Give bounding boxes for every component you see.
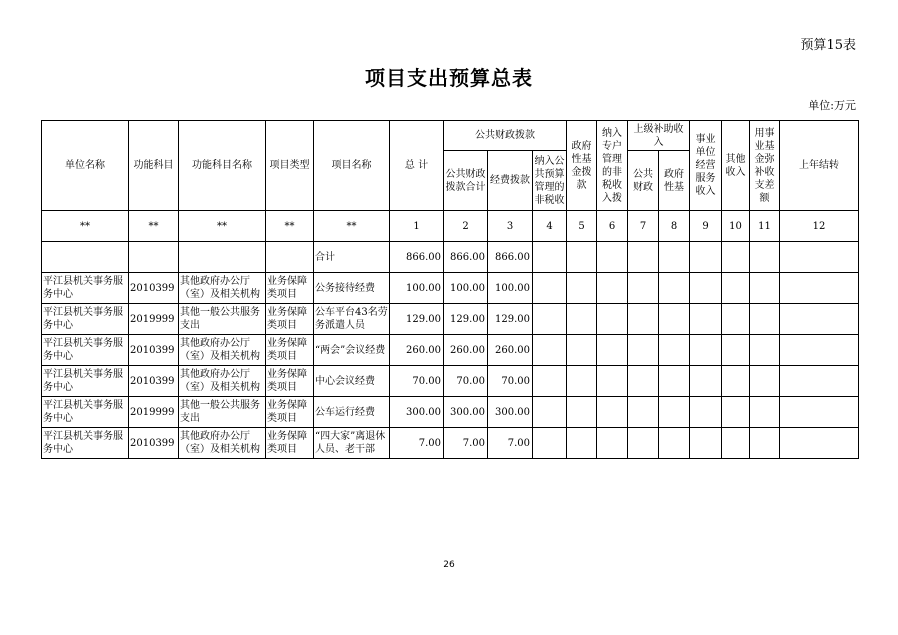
column-number: 4 [533,211,567,242]
cell-empty [722,397,750,428]
table-row [42,397,859,428]
cell-empty [690,304,722,335]
cell-empty [567,273,597,304]
header-pf-total: 公共财政拨款合计 [444,151,488,211]
cell-empty [628,397,659,428]
cell-type: 业务保障类项目 [266,428,314,459]
cell-type: 业务保障类项目 [266,304,314,335]
cell-total: 260.00 [390,335,444,366]
cell-empty [780,273,859,304]
total-amount: 866.00 [390,242,444,273]
header-upper-public: 公共财政 [628,151,659,211]
header-pf-funding: 经费拨款 [488,151,533,211]
column-number: 8 [659,211,690,242]
cell-empty [567,397,597,428]
column-number: 11 [750,211,780,242]
cell-func-name: 其他政府办公厅（室）及相关机构 [179,366,266,397]
cell-total: 300.00 [390,397,444,428]
cell-empty [722,366,750,397]
cell-empty [628,304,659,335]
cell-type: 业务保障类项目 [266,273,314,304]
cell-empty [659,335,690,366]
column-number: 9 [690,211,722,242]
cell-empty [628,273,659,304]
cell-pf-funding: 129.00 [488,304,533,335]
cell-empty [722,335,750,366]
total-label: 合计 [314,242,390,273]
cell-empty [750,428,780,459]
cell-func-name: 其他一般公共服务支出 [179,397,266,428]
cell-code: 2019999 [129,304,179,335]
cell-empty [567,366,597,397]
budget-table [41,120,859,459]
cell-unit: 平江县机关事务服务中心 [42,304,129,335]
cell-unit: 平江县机关事务服务中心 [42,397,129,428]
cell-project: “四大家”离退休人员、老干部 [314,428,390,459]
cell-empty [628,366,659,397]
cell-empty [780,428,859,459]
cell-pf-total: 100.00 [444,273,488,304]
table-row [42,273,859,304]
cell-total: 7.00 [390,428,444,459]
cell-empty [533,397,567,428]
column-number: 12 [780,211,859,242]
cell-empty [690,428,722,459]
cell-empty [780,397,859,428]
column-number-row [42,211,859,242]
cell-empty [533,273,567,304]
header-func-subject: 功能科目 [129,121,179,211]
column-number: 5 [567,211,597,242]
header-other-income: 其他收入 [722,121,750,211]
cell-empty [722,428,750,459]
cell-type: 业务保障类项目 [266,335,314,366]
cell-empty [690,335,722,366]
column-number: ** [266,211,314,242]
cell-empty [780,304,859,335]
cell-code: 2010399 [129,273,179,304]
cell-empty [750,366,780,397]
cell-empty [722,273,750,304]
cell-unit: 平江县机关事务服务中心 [42,428,129,459]
cell-empty [722,304,750,335]
header-gov-fund: 政府性基金拨款 [567,121,597,211]
header-unit-name: 单位名称 [42,121,129,211]
cell-project: 中心会议经费 [314,366,390,397]
cell-empty [597,428,628,459]
column-number: 6 [597,211,628,242]
total-pf-funding: 866.00 [488,242,533,273]
table-row [42,304,859,335]
column-number: 2 [444,211,488,242]
page-number: 26 [443,560,455,570]
cell-empty [597,366,628,397]
cell-empty [597,335,628,366]
header-fund-gap: 用事业基金弥补收支差额 [750,121,780,211]
column-number: ** [314,211,390,242]
cell-total: 70.00 [390,366,444,397]
cell-pf-total: 260.00 [444,335,488,366]
table-row [42,428,859,459]
column-number: 1 [390,211,444,242]
cell-func-name: 其他一般公共服务支出 [179,304,266,335]
column-number: ** [179,211,266,242]
cell-pf-funding: 300.00 [488,397,533,428]
cell-type: 业务保障类项目 [266,397,314,428]
cell-code: 2010399 [129,335,179,366]
column-number: 7 [628,211,659,242]
header-business-income: 事业单位经营服务收入 [690,121,722,211]
cell-unit: 平江县机关事务服务中心 [42,335,129,366]
header-func-subject-name: 功能科目名称 [179,121,266,211]
header-upper-subsidy: 上级补助收入 [628,121,690,151]
cell-empty [659,273,690,304]
cell-empty [659,366,690,397]
cell-unit: 平江县机关事务服务中心 [42,366,129,397]
cell-empty [659,397,690,428]
cell-empty [597,304,628,335]
cell-func-name: 其他政府办公厅（室）及相关机构 [179,273,266,304]
column-number: 3 [488,211,533,242]
unit-label: 单位:万元 [808,99,856,112]
header-carry-over: 上年结转 [780,121,859,211]
cell-empty [567,335,597,366]
cell-project: “两会”会议经费 [314,335,390,366]
cell-pf-funding: 100.00 [488,273,533,304]
cell-empty [659,428,690,459]
cell-empty [628,335,659,366]
cell-pf-total: 300.00 [444,397,488,428]
header-project-type: 项目类型 [266,121,314,211]
cell-pf-total: 70.00 [444,366,488,397]
cell-func-name: 其他政府办公厅（室）及相关机构 [179,335,266,366]
column-number: ** [42,211,129,242]
cell-project: 公车平台43名劳务派遣人员 [314,304,390,335]
cell-code: 2010399 [129,366,179,397]
cell-pf-total: 7.00 [444,428,488,459]
column-number: ** [129,211,179,242]
cell-empty [750,335,780,366]
cell-project: 公务接待经费 [314,273,390,304]
cell-pf-funding: 70.00 [488,366,533,397]
cell-empty [750,397,780,428]
cell-pf-funding: 7.00 [488,428,533,459]
cell-empty [567,304,597,335]
cell-type: 业务保障类项目 [266,366,314,397]
page-title: 项目支出预算总表 [365,66,533,90]
cell-empty [533,366,567,397]
cell-empty [690,397,722,428]
cell-empty [780,366,859,397]
header-upper-gov-fund: 政府性基 [659,151,690,211]
cell-func-name: 其他政府办公厅（室）及相关机构 [179,428,266,459]
cell-unit: 平江县机关事务服务中心 [42,273,129,304]
cell-empty [597,273,628,304]
table-row [42,335,859,366]
total-row [42,242,859,273]
cell-empty [690,366,722,397]
header-special-nontax: 纳入专户管理的非税收入拨 [597,121,628,211]
cell-empty [533,304,567,335]
cell-total: 100.00 [390,273,444,304]
header-pf-nontax: 纳入公共预算管理的非税收 [533,151,567,211]
cell-empty [750,304,780,335]
cell-empty [567,428,597,459]
cell-empty [597,397,628,428]
table-row [42,366,859,397]
form-number: 预算15表 [800,38,856,53]
cell-empty [659,304,690,335]
cell-empty [533,428,567,459]
column-number: 10 [722,211,750,242]
header-total: 总 计 [390,121,444,211]
cell-total: 129.00 [390,304,444,335]
cell-project: 公车运行经费 [314,397,390,428]
header-public-finance: 公共财政拨款 [444,121,567,151]
cell-pf-funding: 260.00 [488,335,533,366]
header-project-name: 项目名称 [314,121,390,211]
cell-pf-total: 129.00 [444,304,488,335]
total-pf-total: 866.00 [444,242,488,273]
cell-empty [780,335,859,366]
cell-empty [628,428,659,459]
cell-empty [690,273,722,304]
cell-code: 2019999 [129,397,179,428]
cell-empty [750,273,780,304]
cell-empty [533,335,567,366]
cell-code: 2010399 [129,428,179,459]
